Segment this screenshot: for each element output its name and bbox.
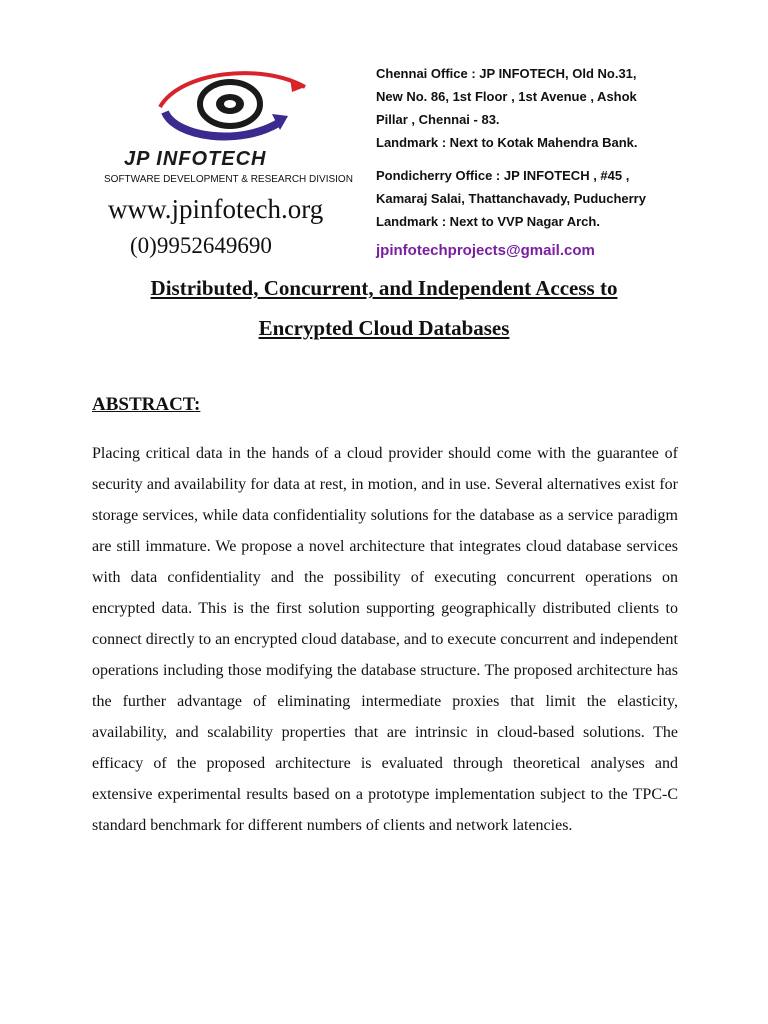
- pondicherry-line: Landmark : Next to VVP Nagar Arch.: [376, 214, 600, 229]
- abstract-body: Placing critical data in the hands of a cloud provider should come with the guarantee of security and availability for data at rest, in motion, and in use. Several alternatives exist for storage services, while data confidentiality solutions for the database as a service paradigm are still immature. We propose a novel architecture that integrates cloud database services with data confidentiality and the possibility of executing concurrent operations on encrypted data. This is the first solution supporting geographically distributed clients to connect directly to an encrypted cloud database, and to execute concurrent and independent operations including those modifying the database structure. The proposed architecture has the further advantage of eliminating intermediate proxies that limit the elasticity, availability, and scalability properties that are intrinsic in cloud-based solutions. The efficacy of the proposed architecture is evaluated through theoretical analyses and extensive experimental results based on a prototype implementation subject to the TPC-C standard benchmark for different numbers of clients and network latencies.: [92, 445, 678, 834]
- logo-block: [90, 44, 370, 274]
- brand-name: JP INFOTECH: [124, 148, 267, 170]
- document-title-line-1: Distributed, Concurrent, and Independent Access to: [150, 276, 618, 300]
- chennai-line: Landmark : Next to Kotak Mahendra Bank.: [376, 135, 638, 150]
- letterhead: [90, 44, 682, 274]
- division-label: SOFTWARE DEVELOPMENT & RESEARCH DIVISION: [104, 174, 353, 185]
- jp-infotech-logo-icon: [130, 52, 330, 152]
- pondicherry-line: Kamaraj Salai, Thattanchavady, Puducherry: [376, 191, 646, 206]
- chennai-line: Chennai Office : JP INFOTECH, Old No.31,: [376, 66, 637, 81]
- pondicherry-line: Pondicherry Office : JP INFOTECH , #45 ,: [376, 168, 630, 183]
- office-addresses: [376, 62, 682, 233]
- website-link[interactable]: www.jpinfotech.org: [108, 194, 324, 224]
- chennai-line: New No. 86, 1st Floor , 1st Avenue , Ashok: [376, 89, 637, 104]
- document-title-line-2: Encrypted Cloud Databases: [258, 316, 510, 340]
- email-link[interactable]: jpinfotechprojects@gmail.com: [376, 242, 595, 259]
- chennai-line: Pillar , Chennai - 83.: [376, 112, 500, 127]
- abstract-heading: ABSTRACT:: [92, 394, 201, 415]
- phone-number: (0)9952649690: [130, 233, 272, 258]
